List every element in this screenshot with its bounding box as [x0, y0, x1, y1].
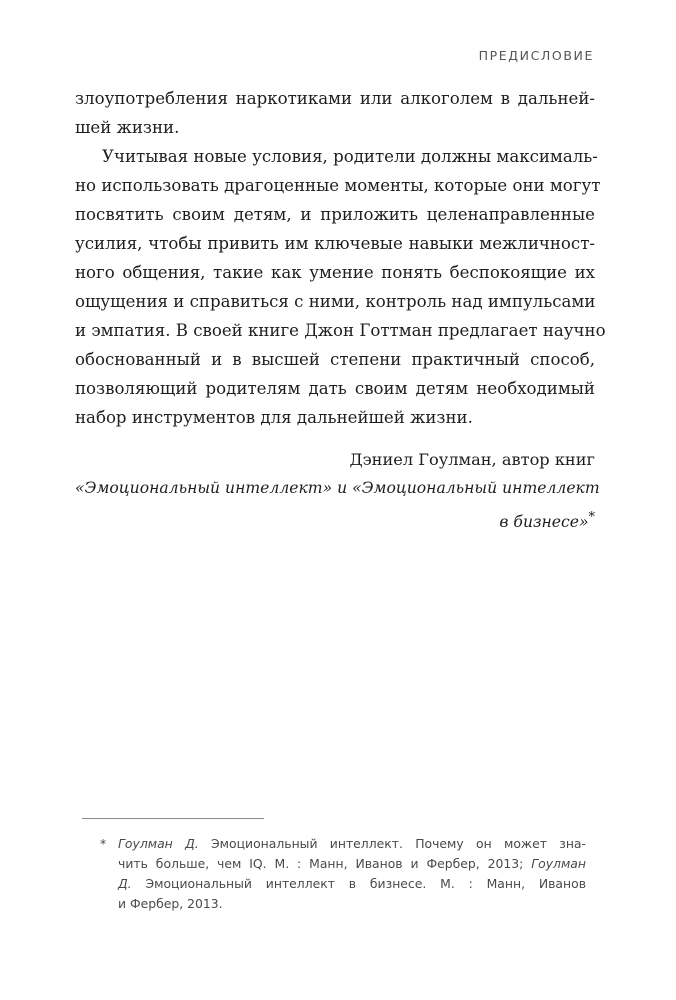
footnote-text: Эмоциональный интеллект. Почему он может зна-: [198, 836, 586, 851]
body-line: и эмпатия. В своей книге Джон Готтман предлагает научно: [75, 321, 606, 340]
body-line: но использовать драгоценные моменты, которые они могут: [75, 176, 601, 195]
footnote-author: Гоулман: [531, 856, 586, 871]
footnote-marker: *: [100, 836, 107, 851]
signature-books: «Эмоциональный интеллект» и «Эмоциональный интеллект: [75, 479, 600, 497]
body-line: ощущения и справиться с ними, контроль над импульсами: [75, 292, 596, 311]
footnote-text: чить больше, чем IQ. М. : Манн, Иванов и Фербер, 2013;: [118, 856, 532, 871]
body-line: ного общения, такие как умение понять беспокоящие их: [75, 263, 595, 282]
body-line: позволяющий родителям дать своим детям необходимый: [75, 379, 595, 398]
signature: [75, 445, 600, 532]
body-line: шей жизни.: [75, 118, 180, 137]
signature-books-continued: [75, 503, 595, 532]
body-line: набор инструментов для дальнейшей жизни.: [75, 408, 473, 427]
footnote-author: Гоулман Д.: [118, 836, 199, 851]
body-line: злоупотребления наркотиками или алкоголем в дальней-: [75, 89, 595, 108]
running-head: ПРЕДИСЛОВИЕ: [478, 48, 594, 63]
footnote: [100, 834, 586, 914]
footnote-line: [100, 854, 586, 874]
body-line: обоснованный и в высшей степени практичный способ,: [75, 350, 595, 369]
footnote-author: Д.: [118, 876, 132, 891]
body-text: [75, 84, 606, 432]
body-line: посвятить своим детям, и приложить целенаправленные: [75, 205, 595, 224]
footnote-reference[interactable]: *: [588, 510, 595, 525]
footnote-line: [100, 834, 586, 854]
signature-books-end: в бизнесе»: [499, 513, 589, 532]
footnote-line: и Фербер, 2013.: [118, 896, 223, 911]
body-line: Учитывая новые условия, родители должны максималь-: [102, 147, 598, 166]
signature-author: Дэниел Гоулман, автор книг: [349, 450, 595, 469]
footnote-text: Эмоциональный интеллект в бизнесе. М. : Манн, Иванов: [131, 876, 586, 891]
body-line: усилия, чтобы привить им ключевые навыки межличност-: [75, 234, 595, 253]
footnote-divider: [82, 818, 264, 819]
footnote-line: [100, 874, 586, 894]
